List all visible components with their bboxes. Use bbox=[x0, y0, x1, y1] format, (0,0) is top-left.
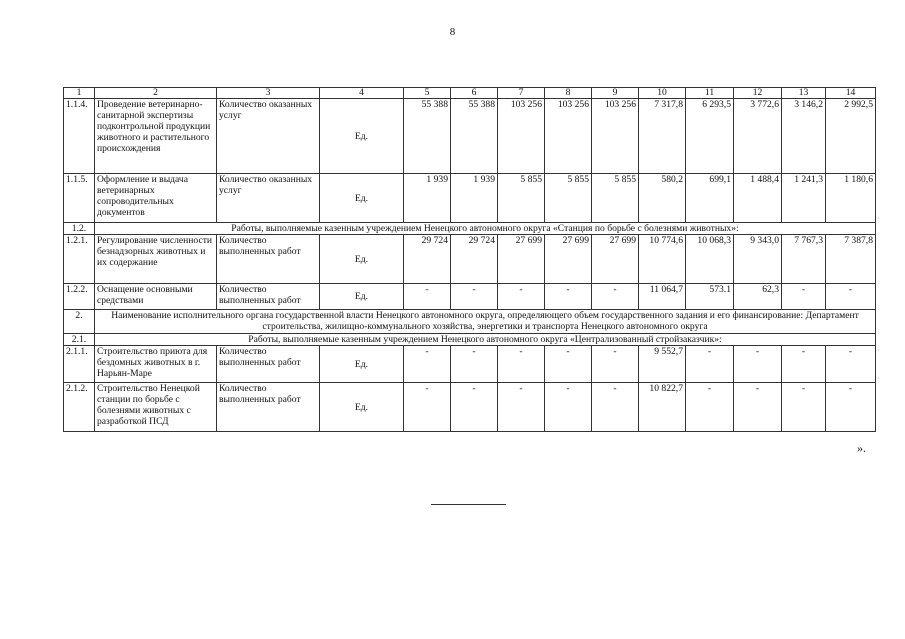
column-header: 7 bbox=[498, 88, 545, 99]
section-title: Работы, выполняемые казенным учреждением Ненецкого автономного округа «Станция по борьбе с болезнями животных»: bbox=[95, 223, 876, 235]
section-row bbox=[64, 310, 876, 334]
value-cell: - bbox=[782, 383, 826, 432]
unit-cell: Ед. bbox=[320, 284, 404, 310]
value-cell: 6 293,5 bbox=[686, 99, 734, 174]
value-cell: - bbox=[782, 284, 826, 310]
value-cell: 699,1 bbox=[686, 174, 734, 223]
table-row bbox=[64, 174, 876, 223]
value-cell: 103 256 bbox=[592, 99, 639, 174]
value-cell: - bbox=[498, 346, 545, 383]
unit-cell: Ед. bbox=[320, 383, 404, 432]
value-cell: - bbox=[734, 346, 782, 383]
value-cell: 1 488,4 bbox=[734, 174, 782, 223]
value-cell: 62,3 bbox=[734, 284, 782, 310]
value-cell: - bbox=[592, 284, 639, 310]
value-cell: 5 855 bbox=[592, 174, 639, 223]
indicator-name: Количество выполненных работ bbox=[217, 383, 320, 432]
value-cell: - bbox=[734, 383, 782, 432]
unit-cell: Ед. bbox=[320, 174, 404, 223]
header-row bbox=[64, 88, 876, 99]
value-cell: - bbox=[686, 346, 734, 383]
indicator-name: Количество оказанных услуг bbox=[217, 99, 320, 174]
value-cell: 1 180,6 bbox=[826, 174, 876, 223]
value-cell: 7 767,3 bbox=[782, 235, 826, 284]
row-code: 2.1.2. bbox=[64, 383, 95, 432]
section-row bbox=[64, 223, 876, 235]
separator-line bbox=[431, 504, 506, 505]
value-cell: 10 068,3 bbox=[686, 235, 734, 284]
value-cell: 10 822,7 bbox=[639, 383, 686, 432]
unit-cell: Ед. bbox=[320, 346, 404, 383]
budget-table bbox=[63, 87, 876, 432]
value-cell: 2 992,5 bbox=[826, 99, 876, 174]
value-cell: - bbox=[686, 383, 734, 432]
value-cell: 3 146,2 bbox=[782, 99, 826, 174]
value-cell: 5 855 bbox=[498, 174, 545, 223]
value-cell: 27 699 bbox=[498, 235, 545, 284]
section-title: Наименование исполнительного органа государственной власти Ненецкого автономного округа, определяющего объем государственного задания и его финансирование: Департамент строительства, жилищно-коммунального хозяйства, энергетики и транспорта Ненецкого автономного округа bbox=[95, 310, 876, 334]
value-cell: - bbox=[404, 284, 451, 310]
value-cell: 7 317,8 bbox=[639, 99, 686, 174]
value-cell: - bbox=[545, 346, 592, 383]
value-cell: 580,2 bbox=[639, 174, 686, 223]
page-number: 8 bbox=[449, 26, 456, 38]
unit-cell: Ед. bbox=[320, 99, 404, 174]
value-cell: 1 241,3 bbox=[782, 174, 826, 223]
column-header: 5 bbox=[404, 88, 451, 99]
closing-quote-mark: ». bbox=[857, 441, 866, 455]
value-cell: 27 699 bbox=[545, 235, 592, 284]
value-cell: - bbox=[404, 383, 451, 432]
value-cell: 29 724 bbox=[404, 235, 451, 284]
value-cell: 1 939 bbox=[404, 174, 451, 223]
item-name: Регулирование численности безнадзорных животных и их содержание bbox=[95, 235, 217, 284]
section-title: Работы, выполняемые казенным учреждением Ненецкого автономного округа «Централизованный стройзаказчик»: bbox=[95, 334, 876, 346]
item-name: Оснащение основными средствами bbox=[95, 284, 217, 310]
value-cell: - bbox=[592, 383, 639, 432]
item-name: Строительство Ненецкой станции по борьбе с болезнями животных с разработкой ПСД bbox=[95, 383, 217, 432]
value-cell: - bbox=[826, 383, 876, 432]
table-row bbox=[64, 383, 876, 432]
table-row bbox=[64, 346, 876, 383]
value-cell: 55 388 bbox=[451, 99, 498, 174]
section-code: 2.1. bbox=[64, 334, 95, 346]
value-cell: - bbox=[826, 346, 876, 383]
row-code: 1.2.1. bbox=[64, 235, 95, 284]
row-code: 1.1.5. bbox=[64, 174, 95, 223]
value-cell: - bbox=[826, 284, 876, 310]
column-header: 12 bbox=[734, 88, 782, 99]
column-header: 2 bbox=[95, 88, 217, 99]
value-cell: 9 343,0 bbox=[734, 235, 782, 284]
value-cell: 5 855 bbox=[545, 174, 592, 223]
value-cell: - bbox=[498, 284, 545, 310]
value-cell: - bbox=[451, 383, 498, 432]
value-cell: 27 699 bbox=[592, 235, 639, 284]
value-cell: 573.1 bbox=[686, 284, 734, 310]
unit-cell: Ед. bbox=[320, 235, 404, 284]
indicator-name: Количество выполненных работ bbox=[217, 284, 320, 310]
value-cell: - bbox=[592, 346, 639, 383]
item-name: Строительство приюта для бездомных животных в г. Нарьян-Маре bbox=[95, 346, 217, 383]
column-header: 10 bbox=[639, 88, 686, 99]
indicator-name: Количество выполненных работ bbox=[217, 346, 320, 383]
value-cell: - bbox=[451, 284, 498, 310]
section-row bbox=[64, 334, 876, 346]
column-header: 9 bbox=[592, 88, 639, 99]
value-cell: 7 387,8 bbox=[826, 235, 876, 284]
table-row bbox=[64, 284, 876, 310]
column-header: 4 bbox=[320, 88, 404, 99]
indicator-name: Количество выполненных работ bbox=[217, 235, 320, 284]
section-code: 1.2. bbox=[64, 223, 95, 235]
value-cell: 10 774,6 bbox=[639, 235, 686, 284]
item-name: Проведение ветеринарно-санитарной экспертизы подконтрольной продукции животного и растительного происхождения bbox=[95, 99, 217, 174]
value-cell: 9 552,7 bbox=[639, 346, 686, 383]
table-row bbox=[64, 99, 876, 174]
value-cell: 1 939 bbox=[451, 174, 498, 223]
column-header: 11 bbox=[686, 88, 734, 99]
value-cell: - bbox=[404, 346, 451, 383]
value-cell: - bbox=[545, 383, 592, 432]
value-cell: 29 724 bbox=[451, 235, 498, 284]
value-cell: - bbox=[782, 346, 826, 383]
item-name: Оформление и выдача ветеринарных сопроводительных документов bbox=[95, 174, 217, 223]
value-cell: 3 772,6 bbox=[734, 99, 782, 174]
value-cell: 11 064,7 bbox=[639, 284, 686, 310]
value-cell: 103 256 bbox=[545, 99, 592, 174]
column-header: 6 bbox=[451, 88, 498, 99]
column-header: 14 bbox=[826, 88, 876, 99]
row-code: 1.2.2. bbox=[64, 284, 95, 310]
column-header: 13 bbox=[782, 88, 826, 99]
section-code: 2. bbox=[64, 310, 95, 334]
value-cell: - bbox=[498, 383, 545, 432]
indicator-name: Количество оказанных услуг bbox=[217, 174, 320, 223]
table-row bbox=[64, 235, 876, 284]
value-cell: - bbox=[545, 284, 592, 310]
value-cell: 103 256 bbox=[498, 99, 545, 174]
value-cell: - bbox=[451, 346, 498, 383]
row-code: 2.1.1. bbox=[64, 346, 95, 383]
value-cell: 55 388 bbox=[404, 99, 451, 174]
column-header: 8 bbox=[545, 88, 592, 99]
column-header: 1 bbox=[64, 88, 95, 99]
row-code: 1.1.4. bbox=[64, 99, 95, 174]
column-header: 3 bbox=[217, 88, 320, 99]
